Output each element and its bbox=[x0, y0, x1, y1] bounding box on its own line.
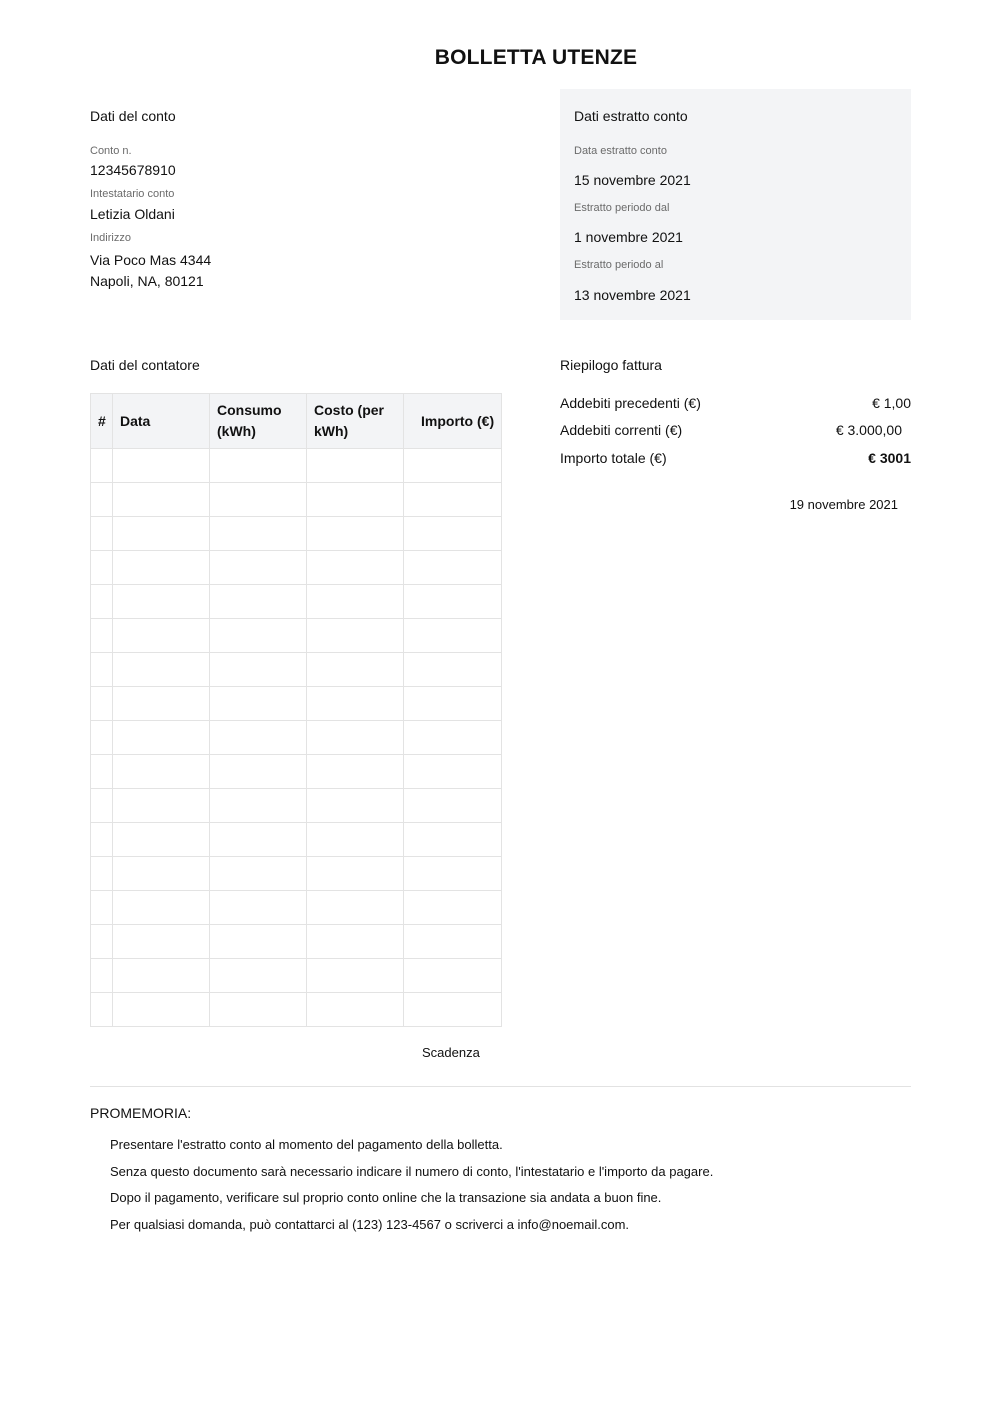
table-cell bbox=[91, 789, 113, 823]
table-cell bbox=[113, 721, 210, 755]
summary-section-title: Riepilogo fattura bbox=[560, 357, 662, 373]
table-cell bbox=[91, 517, 113, 551]
table-cell bbox=[210, 483, 307, 517]
table-cell bbox=[404, 823, 502, 857]
reminder-line: Presentare l'estratto conto al momento del pagamento della bolletta. bbox=[110, 1137, 503, 1152]
table-cell bbox=[307, 653, 404, 687]
meter-section-title: Dati del contatore bbox=[90, 357, 200, 373]
table-cell bbox=[307, 959, 404, 993]
table-cell bbox=[210, 823, 307, 857]
statement-date-value: 15 novembre 2021 bbox=[574, 172, 691, 188]
address-line-1: Via Poco Mas 4344 bbox=[90, 252, 212, 268]
address-label: Indirizzo bbox=[90, 232, 131, 244]
col-header-consumption: Consumo (kWh) bbox=[210, 394, 307, 449]
reminder-title: PROMEMORIA: bbox=[90, 1105, 192, 1121]
table-row bbox=[91, 585, 502, 619]
table-cell bbox=[91, 891, 113, 925]
account-holder-value: Letizia Oldani bbox=[90, 206, 175, 222]
col-header-amount: Importo (€) bbox=[404, 394, 502, 449]
table-cell bbox=[210, 959, 307, 993]
previous-charges-label: Addebiti precedenti (€) bbox=[560, 395, 701, 411]
table-cell bbox=[113, 619, 210, 653]
col-header-cost: Costo (per kWh) bbox=[307, 394, 404, 449]
table-cell bbox=[91, 721, 113, 755]
table-row bbox=[91, 619, 502, 653]
table-cell bbox=[307, 517, 404, 551]
table-cell bbox=[113, 789, 210, 823]
table-cell bbox=[307, 755, 404, 789]
due-date-value: 19 novembre 2021 bbox=[789, 497, 898, 512]
table-cell bbox=[113, 823, 210, 857]
table-cell bbox=[307, 721, 404, 755]
table-cell bbox=[91, 449, 113, 483]
table-cell bbox=[404, 653, 502, 687]
table-cell bbox=[91, 993, 113, 1027]
table-cell bbox=[210, 687, 307, 721]
current-charges-value: € 3.000,00 bbox=[835, 422, 902, 438]
table-cell bbox=[91, 823, 113, 857]
document-title: BOLLETTA UTENZE bbox=[434, 46, 638, 69]
previous-charges-value: € 1,00 bbox=[872, 395, 911, 411]
reminder-line: Dopo il pagamento, verificare sul proprio conto online che la transazione sia andata a buon fine. bbox=[110, 1190, 662, 1205]
table-cell bbox=[113, 891, 210, 925]
table-row bbox=[91, 721, 502, 755]
table-row bbox=[91, 959, 502, 993]
table-cell bbox=[210, 721, 307, 755]
table-cell bbox=[307, 891, 404, 925]
table-cell bbox=[404, 619, 502, 653]
period-to-value: 13 novembre 2021 bbox=[574, 287, 691, 303]
account-section-title: Dati del conto bbox=[90, 108, 176, 124]
table-cell bbox=[307, 483, 404, 517]
table-cell bbox=[210, 551, 307, 585]
table-cell bbox=[404, 857, 502, 891]
table-cell bbox=[91, 585, 113, 619]
table-cell bbox=[113, 517, 210, 551]
table-cell bbox=[210, 891, 307, 925]
address-line-2: Napoli, NA, 80121 bbox=[90, 273, 204, 289]
table-cell bbox=[307, 687, 404, 721]
table-row bbox=[91, 755, 502, 789]
table-cell bbox=[113, 653, 210, 687]
divider bbox=[90, 1086, 911, 1087]
period-from-value: 1 novembre 2021 bbox=[574, 229, 683, 245]
table-row bbox=[91, 789, 502, 823]
table-cell bbox=[404, 687, 502, 721]
table-cell bbox=[404, 891, 502, 925]
reminder-line: Senza questo documento sarà necessario indicare il numero di conto, l'intestatario e l'importo da pagare. bbox=[110, 1164, 714, 1179]
total-amount-value: € 3001 bbox=[868, 450, 911, 466]
table-cell bbox=[91, 959, 113, 993]
table-row bbox=[91, 823, 502, 857]
table-row bbox=[91, 687, 502, 721]
table-row bbox=[91, 517, 502, 551]
table-cell bbox=[113, 687, 210, 721]
table-cell bbox=[113, 585, 210, 619]
table-cell bbox=[404, 449, 502, 483]
table-cell bbox=[307, 823, 404, 857]
table-cell bbox=[210, 585, 307, 619]
table-row bbox=[91, 891, 502, 925]
table-cell bbox=[307, 619, 404, 653]
table-cell bbox=[113, 993, 210, 1027]
reminder-line: Per qualsiasi domanda, può contattarci al (123) 123-4567 o scriverci a info@noemail.com. bbox=[110, 1217, 630, 1232]
table-row bbox=[91, 449, 502, 483]
table-cell bbox=[404, 517, 502, 551]
table-cell bbox=[307, 585, 404, 619]
table-cell bbox=[210, 653, 307, 687]
col-header-date: Data bbox=[113, 394, 210, 449]
table-cell bbox=[404, 551, 502, 585]
table-cell bbox=[91, 653, 113, 687]
table-cell bbox=[91, 755, 113, 789]
due-date-label: Scadenza bbox=[422, 1045, 480, 1060]
statement-section-title: Dati estratto conto bbox=[574, 108, 688, 124]
table-cell bbox=[210, 449, 307, 483]
table-cell bbox=[113, 551, 210, 585]
table-row bbox=[91, 483, 502, 517]
table-cell bbox=[404, 789, 502, 823]
table-row bbox=[91, 925, 502, 959]
table-cell bbox=[113, 483, 210, 517]
table-cell bbox=[210, 755, 307, 789]
table-cell bbox=[113, 755, 210, 789]
table-cell bbox=[404, 925, 502, 959]
total-amount-label: Importo totale (€) bbox=[560, 450, 667, 466]
table-cell bbox=[307, 789, 404, 823]
table-cell bbox=[113, 959, 210, 993]
table-cell bbox=[210, 925, 307, 959]
table-row bbox=[91, 857, 502, 891]
table-cell bbox=[404, 993, 502, 1027]
table-cell bbox=[210, 789, 307, 823]
table-cell bbox=[91, 687, 113, 721]
table-cell bbox=[307, 925, 404, 959]
table-cell bbox=[113, 449, 210, 483]
statement-date-label: Data estratto conto bbox=[574, 145, 667, 157]
table-cell bbox=[91, 551, 113, 585]
account-number-value: 12345678910 bbox=[90, 162, 176, 178]
table-row bbox=[91, 993, 502, 1027]
table-cell bbox=[404, 755, 502, 789]
table-cell bbox=[210, 857, 307, 891]
table-cell bbox=[404, 585, 502, 619]
table-cell bbox=[91, 619, 113, 653]
table-cell bbox=[307, 993, 404, 1027]
table-cell bbox=[113, 925, 210, 959]
meter-table-header bbox=[91, 394, 502, 449]
table-cell bbox=[404, 483, 502, 517]
table-cell bbox=[210, 517, 307, 551]
meter-table-body bbox=[91, 449, 502, 1027]
period-from-label: Estratto periodo dal bbox=[574, 202, 670, 214]
table-cell bbox=[210, 993, 307, 1027]
table-cell bbox=[307, 449, 404, 483]
table-cell bbox=[210, 619, 307, 653]
table-cell bbox=[307, 857, 404, 891]
table-cell bbox=[91, 925, 113, 959]
table-cell bbox=[91, 857, 113, 891]
table-row bbox=[91, 653, 502, 687]
account-number-label: Conto n. bbox=[90, 145, 132, 157]
table-cell bbox=[91, 483, 113, 517]
table-cell bbox=[404, 721, 502, 755]
period-to-label: Estratto periodo al bbox=[574, 259, 664, 271]
table-cell bbox=[404, 959, 502, 993]
meter-table bbox=[90, 393, 502, 1027]
account-holder-label: Intestatario conto bbox=[90, 188, 175, 200]
table-cell bbox=[113, 857, 210, 891]
current-charges-label: Addebiti correnti (€) bbox=[560, 422, 683, 438]
table-row bbox=[91, 551, 502, 585]
col-header-number: # bbox=[91, 394, 113, 449]
table-cell bbox=[307, 551, 404, 585]
